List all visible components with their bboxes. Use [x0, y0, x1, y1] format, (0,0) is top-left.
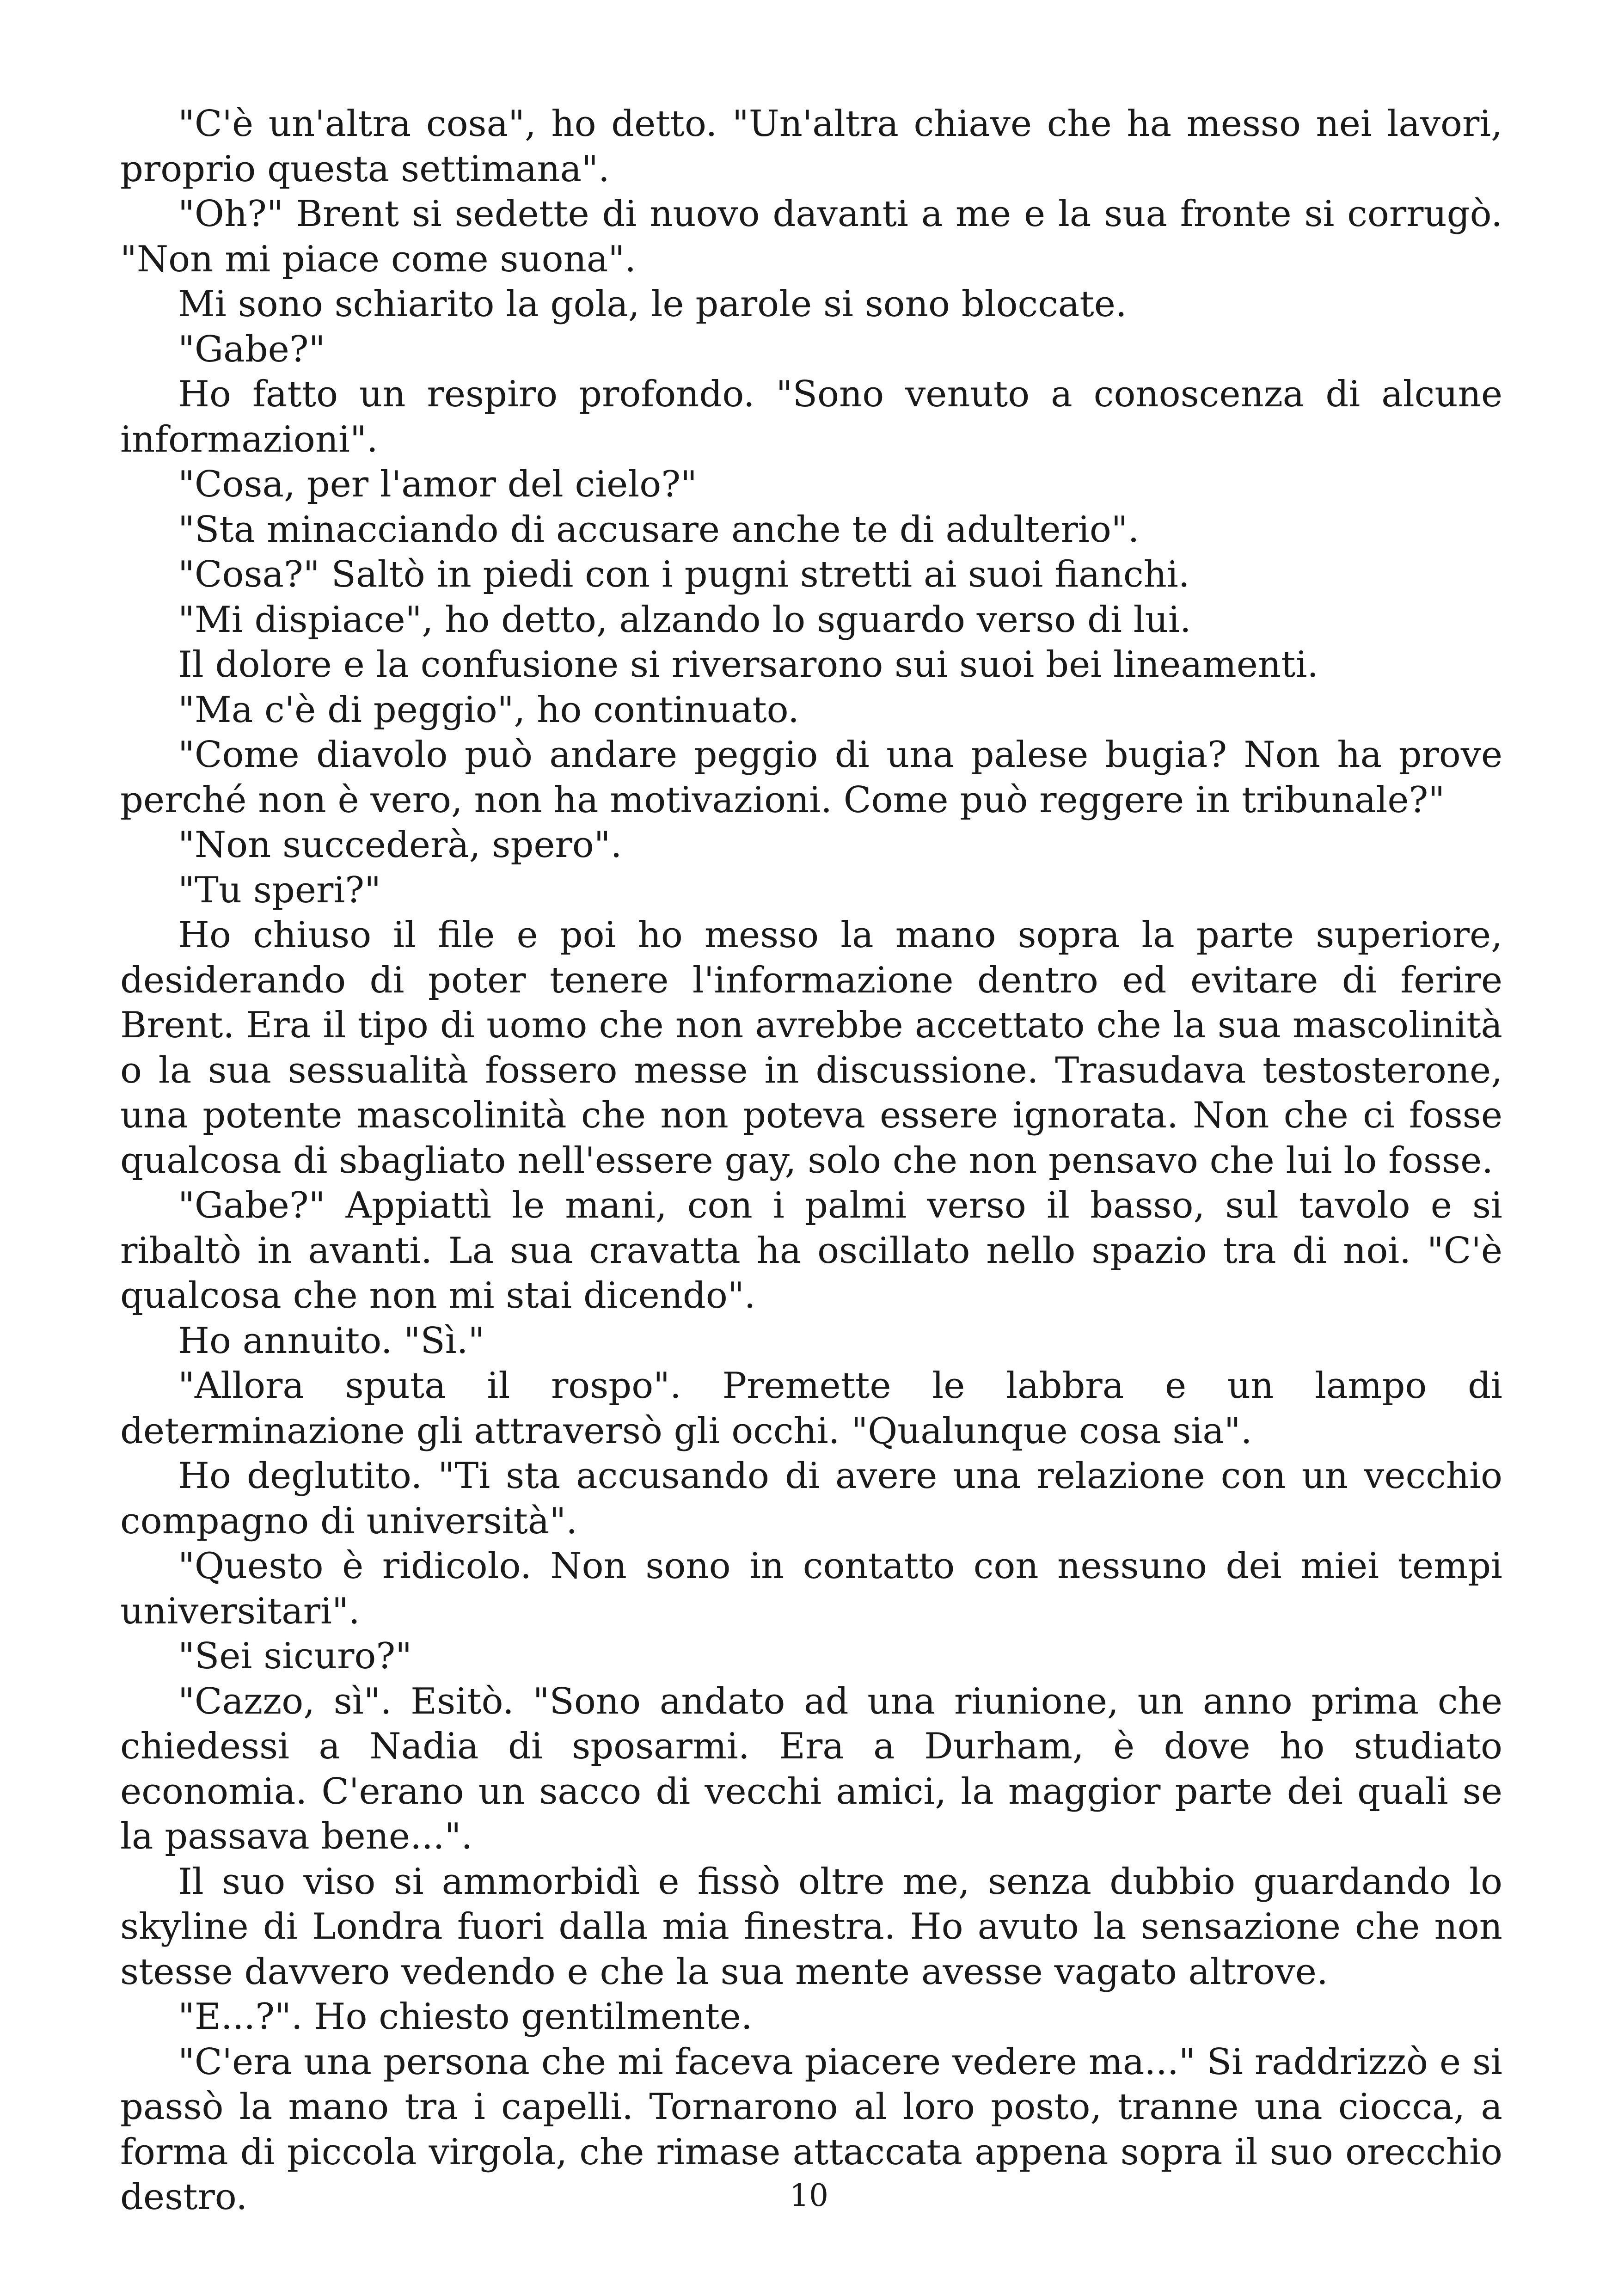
paragraph: Ho deglutito. "Ti sta accusando di avere una relazione con un vecchio compagno di università". [120, 1455, 1502, 1542]
paragraph: Ho chiuso il file e poi ho messo la mano sopra la parte superiore, desiderando di poter tenere l'informazione dentro ed evitare di ferire Brent. Era il tipo di uomo che non avrebbe accettato che la sua mascolinità o la sua sessualità fossero messe in discussione. Trasudava testosterone, una potente mascolinità che non poteva essere ignorata. Non che ci fosse qualcosa di sbagliato nell'essere gay, solo che non pensavo che lui lo fosse. [120, 914, 1502, 1182]
paragraph: "Oh?" Brent si sedette di nuovo davanti a me e la sua fronte si corrugò. "Non mi piace come suona". [120, 193, 1502, 280]
page-body [120, 102, 1502, 2220]
paragraph: "Come diavolo può andare peggio di una palese bugia? Non ha prove perché non è vero, non ha motivazioni. Come può reggere in tribunale?" [120, 734, 1502, 821]
paragraph: "Cosa, per l'amor del cielo?" [178, 464, 697, 505]
paragraph: Ho annuito. "Sì." [178, 1320, 485, 1362]
paragraph: "Gabe?" Appiattì le mani, con i palmi verso il basso, sul tavolo e si ribaltò in avanti. La sua cravatta ha oscillato nello spazio tra di noi. "C'è qualcosa che non mi stai dicendo". [120, 1185, 1502, 1316]
paragraph: Mi sono schiarito la gola, le parole si sono bloccate. [178, 283, 1127, 325]
paragraph: "Allora sputa il rospo". Premette le labbra e un lampo di determinazione gli attraversò gli occhi. "Qualunque cosa sia". [120, 1365, 1502, 1452]
paragraph: "Mi dispiace", ho detto, alzando lo sguardo verso di lui. [178, 599, 1191, 641]
paragraph: Ho fatto un respiro profondo. "Sono venuto a conoscenza di alcune informazioni". [120, 373, 1502, 460]
paragraph: "Ma c'è di peggio", ho continuato. [178, 689, 799, 731]
paragraph: "Sei sicuro?" [178, 1635, 412, 1677]
paragraph: "Cosa?" Saltò in piedi con i pugni stretti ai suoi fianchi. [178, 554, 1190, 595]
paragraph: "Tu speri?" [178, 869, 381, 911]
paragraph: "Gabe?" [178, 328, 325, 370]
paragraph: "Cazzo, sì". Esitò. "Sono andato ad una riunione, un anno prima che chiedessi a Nadia di sposarmi. Era a Durham, è dove ho studiato economia. C'erano un sacco di vecchi amici, la maggior parte dei quali se la passava bene...". [120, 1680, 1502, 1857]
paragraph: "Questo è ridicolo. Non sono in contatto con nessuno dei miei tempi universitari". [120, 1545, 1502, 1632]
paragraph: "E...?". Ho chiesto gentilmente. [178, 1996, 753, 2038]
paragraph: "Non succederà, spero". [178, 824, 622, 866]
page-number: 10 [790, 2178, 828, 2213]
paragraph: "C'era una persona che mi faceva piacere vedere ma..." Si raddrizzò e si passò la mano tra i capelli. Tornarono al loro posto, tranne una ciocca, a forma di piccola virgola, che rimase attaccata appena sopra il suo orecchio destro. [120, 2041, 1502, 2218]
paragraph: "Sta minacciando di accusare anche te di adulterio". [178, 508, 1140, 551]
paragraph: "C'è un'altra cosa", ho detto. "Un'altra chiave che ha messo nei lavori, proprio questa settimana". [120, 103, 1502, 190]
paragraph: Il suo viso si ammorbidì e fissò oltre me, senza dubbio guardando lo skyline di Londra fuori dalla mia finestra. Ho avuto la sensazione che non stesse davvero vedendo e che la sua mente avesse vagato altrove. [120, 1861, 1502, 1993]
paragraph: Il dolore e la confusione si riversarono sui suoi bei lineamenti. [178, 644, 1319, 686]
